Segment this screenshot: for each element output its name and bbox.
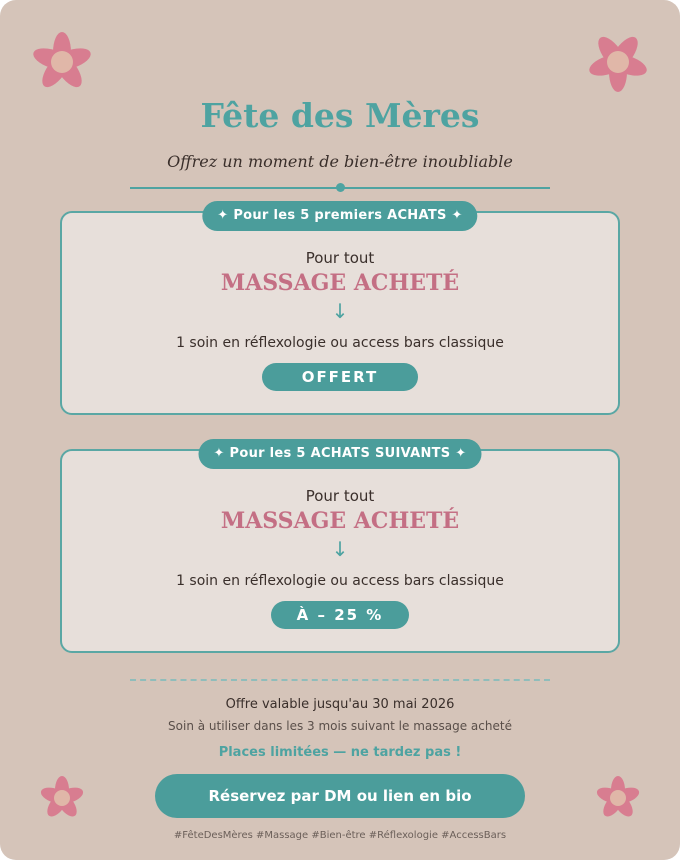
hashtags: #FêteDesMères #Massage #Bien-être #Réflexologie #AccessBars bbox=[173, 830, 507, 841]
offer-intro: Pour tout bbox=[305, 487, 375, 505]
offer-description: 1 soin en réflexologie ou access bars classique bbox=[176, 573, 504, 589]
flower-icon bbox=[30, 30, 94, 94]
validity-text: Offre valable jusqu'au 30 mai 2026 bbox=[225, 697, 455, 712]
arrow-down-icon: ↓ bbox=[331, 299, 349, 323]
dashed-divider bbox=[130, 679, 550, 681]
flower-icon bbox=[38, 774, 86, 822]
offer-badge: À – 25 % bbox=[271, 601, 409, 629]
arrow-down-icon: ↓ bbox=[331, 537, 349, 561]
page-title: Fête des Mères bbox=[200, 96, 480, 135]
flower-icon bbox=[586, 30, 650, 94]
usage-text: Soin à utiliser dans les 3 mois suivant le massage acheté bbox=[168, 719, 512, 733]
offer-badge: OFFERT bbox=[262, 363, 418, 391]
offer-card-next bbox=[60, 446, 620, 653]
offer-description: 1 soin en réflexologie ou access bars classique bbox=[176, 335, 504, 351]
offer-card-first bbox=[60, 208, 620, 415]
offer-intro: Pour tout bbox=[305, 249, 375, 267]
divider-dot bbox=[336, 183, 345, 192]
offer-headline: MASSAGE ACHETÉ bbox=[220, 270, 460, 296]
page-subtitle: Offrez un moment de bien-être inoubliable bbox=[167, 152, 513, 171]
booking-button[interactable]: Réservez par DM ou lien en bio bbox=[155, 774, 525, 818]
offer-tag: ✦ Pour les 5 ACHATS SUIVANTS ✦ bbox=[199, 439, 482, 469]
flower-icon bbox=[594, 774, 642, 822]
limited-places-text: Places limitées — ne tardez pas ! bbox=[218, 745, 462, 760]
offer-tag: ✦ Pour les 5 premiers ACHATS ✦ bbox=[202, 201, 477, 231]
offer-headline: MASSAGE ACHETÉ bbox=[220, 508, 460, 534]
